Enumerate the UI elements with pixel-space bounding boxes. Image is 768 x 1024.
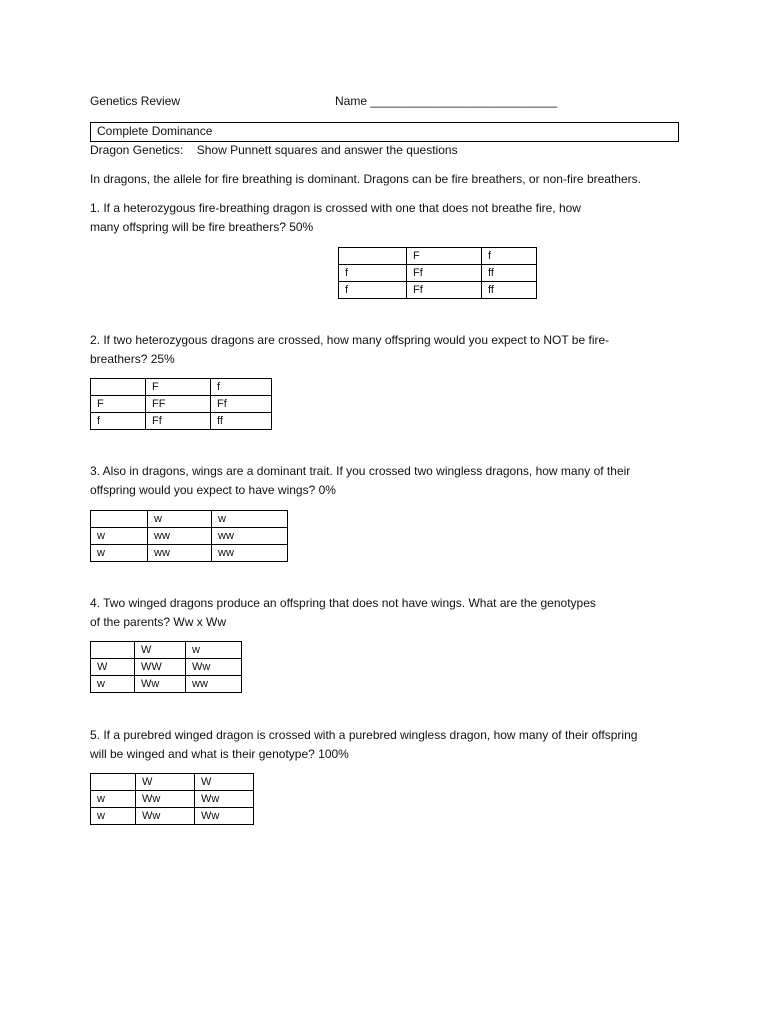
question-4-line-1: 4. Two winged dragons produce an offspring that does not have wings. What are the genotypes	[90, 596, 596, 610]
table-row	[91, 791, 254, 808]
question-2-line-1: 2. If two heterozygous dragons are crossed, how many offspring would you expect to NOT be fire-	[90, 333, 610, 347]
punnett-square-4	[90, 641, 242, 693]
table-cell: W	[91, 659, 135, 676]
table-row	[91, 528, 288, 545]
question-4	[90, 594, 596, 632]
question-5-line-2: will be winged and what is their genotype? 100%	[90, 747, 349, 761]
table-row	[339, 282, 537, 299]
punnett-square-1	[338, 247, 537, 299]
table-row	[91, 545, 288, 562]
table-cell: Ff	[407, 265, 482, 282]
table-cell: Ff	[211, 396, 272, 413]
table-cell: w	[91, 528, 148, 545]
table-cell: W	[195, 774, 254, 791]
table-row	[91, 379, 272, 396]
table-cell: Ww	[195, 808, 254, 825]
section-title: Complete Dominance	[97, 124, 213, 138]
question-4-line-2: of the parents? Ww x Ww	[90, 615, 227, 629]
table-cell: f	[339, 265, 407, 282]
table-cell: Ww	[136, 808, 195, 825]
table-cell	[91, 511, 148, 528]
table-cell: f	[91, 413, 146, 430]
table-cell: WW	[135, 659, 186, 676]
question-5	[90, 726, 637, 764]
punnett-square-3	[90, 510, 288, 562]
intro-text: In dragons, the allele for fire breathing is dominant. Dragons can be fire breathers, or non-fire breathers.	[90, 172, 641, 186]
table-cell: ww	[186, 676, 242, 693]
table-cell: ff	[482, 265, 537, 282]
table-cell: f	[482, 248, 537, 265]
table-cell: f	[339, 282, 407, 299]
table-row	[339, 248, 537, 265]
question-1-line-2: many offspring will be fire breathers? 50%	[90, 220, 314, 234]
dragon-genetics-instruction: Show Punnett squares and answer the questions	[196, 143, 458, 157]
table-cell: Ww	[136, 791, 195, 808]
table-cell: Ww	[186, 659, 242, 676]
table-cell: w	[148, 511, 212, 528]
table-cell: Ff	[146, 413, 211, 430]
table-cell	[339, 248, 407, 265]
table-cell: w	[91, 791, 136, 808]
section-box	[90, 122, 679, 142]
table-cell: w	[91, 808, 136, 825]
table-row	[91, 396, 272, 413]
question-3	[90, 462, 630, 500]
table-cell: f	[211, 379, 272, 396]
table-row	[91, 413, 272, 430]
table-cell: ww	[148, 528, 212, 545]
table-row	[91, 642, 242, 659]
table-cell: W	[136, 774, 195, 791]
table-cell	[91, 379, 146, 396]
table-cell: w	[91, 545, 148, 562]
question-3-line-2: offspring would you expect to have wings? 0%	[90, 483, 336, 497]
table-cell: ww	[212, 545, 288, 562]
table-row	[339, 265, 537, 282]
table-cell: w	[186, 642, 242, 659]
question-5-line-1: 5. If a purebred winged dragon is crossed with a purebred wingless dragon, how many of their offspring	[90, 728, 638, 742]
table-cell	[91, 642, 135, 659]
table-cell: Ww	[135, 676, 186, 693]
worksheet-title: Genetics Review	[90, 94, 181, 108]
table-cell: F	[146, 379, 211, 396]
table-cell: W	[135, 642, 186, 659]
dragon-genetics-line	[90, 143, 458, 157]
table-cell: F	[407, 248, 482, 265]
table-row	[91, 676, 242, 693]
table-row	[91, 808, 254, 825]
table-cell: ww	[212, 528, 288, 545]
question-3-line-1: 3. Also in dragons, wings are a dominant trait. If you crossed two wingless dragons, how many of their	[90, 464, 631, 478]
question-2-line-2: breathers? 25%	[90, 352, 175, 366]
punnett-square-5	[90, 773, 254, 825]
dragon-genetics-label: Dragon Genetics:	[90, 143, 184, 157]
table-row	[91, 659, 242, 676]
table-row	[91, 774, 254, 791]
table-cell: w	[212, 511, 288, 528]
table-cell: Ww	[195, 791, 254, 808]
table-cell: w	[91, 676, 135, 693]
table-cell: F	[91, 396, 146, 413]
table-cell: ff	[211, 413, 272, 430]
table-row	[91, 511, 288, 528]
table-cell: Ff	[407, 282, 482, 299]
punnett-square-2	[90, 378, 272, 430]
question-2	[90, 331, 609, 369]
name-field-label: Name ____________________________	[335, 94, 558, 108]
table-cell: ff	[482, 282, 537, 299]
table-cell: FF	[146, 396, 211, 413]
table-cell: ww	[148, 545, 212, 562]
question-1-line-1: 1. If a heterozygous fire-breathing dragon is crossed with one that does not breathe fire, how	[90, 201, 581, 215]
table-cell	[91, 774, 136, 791]
question-1	[90, 199, 581, 237]
